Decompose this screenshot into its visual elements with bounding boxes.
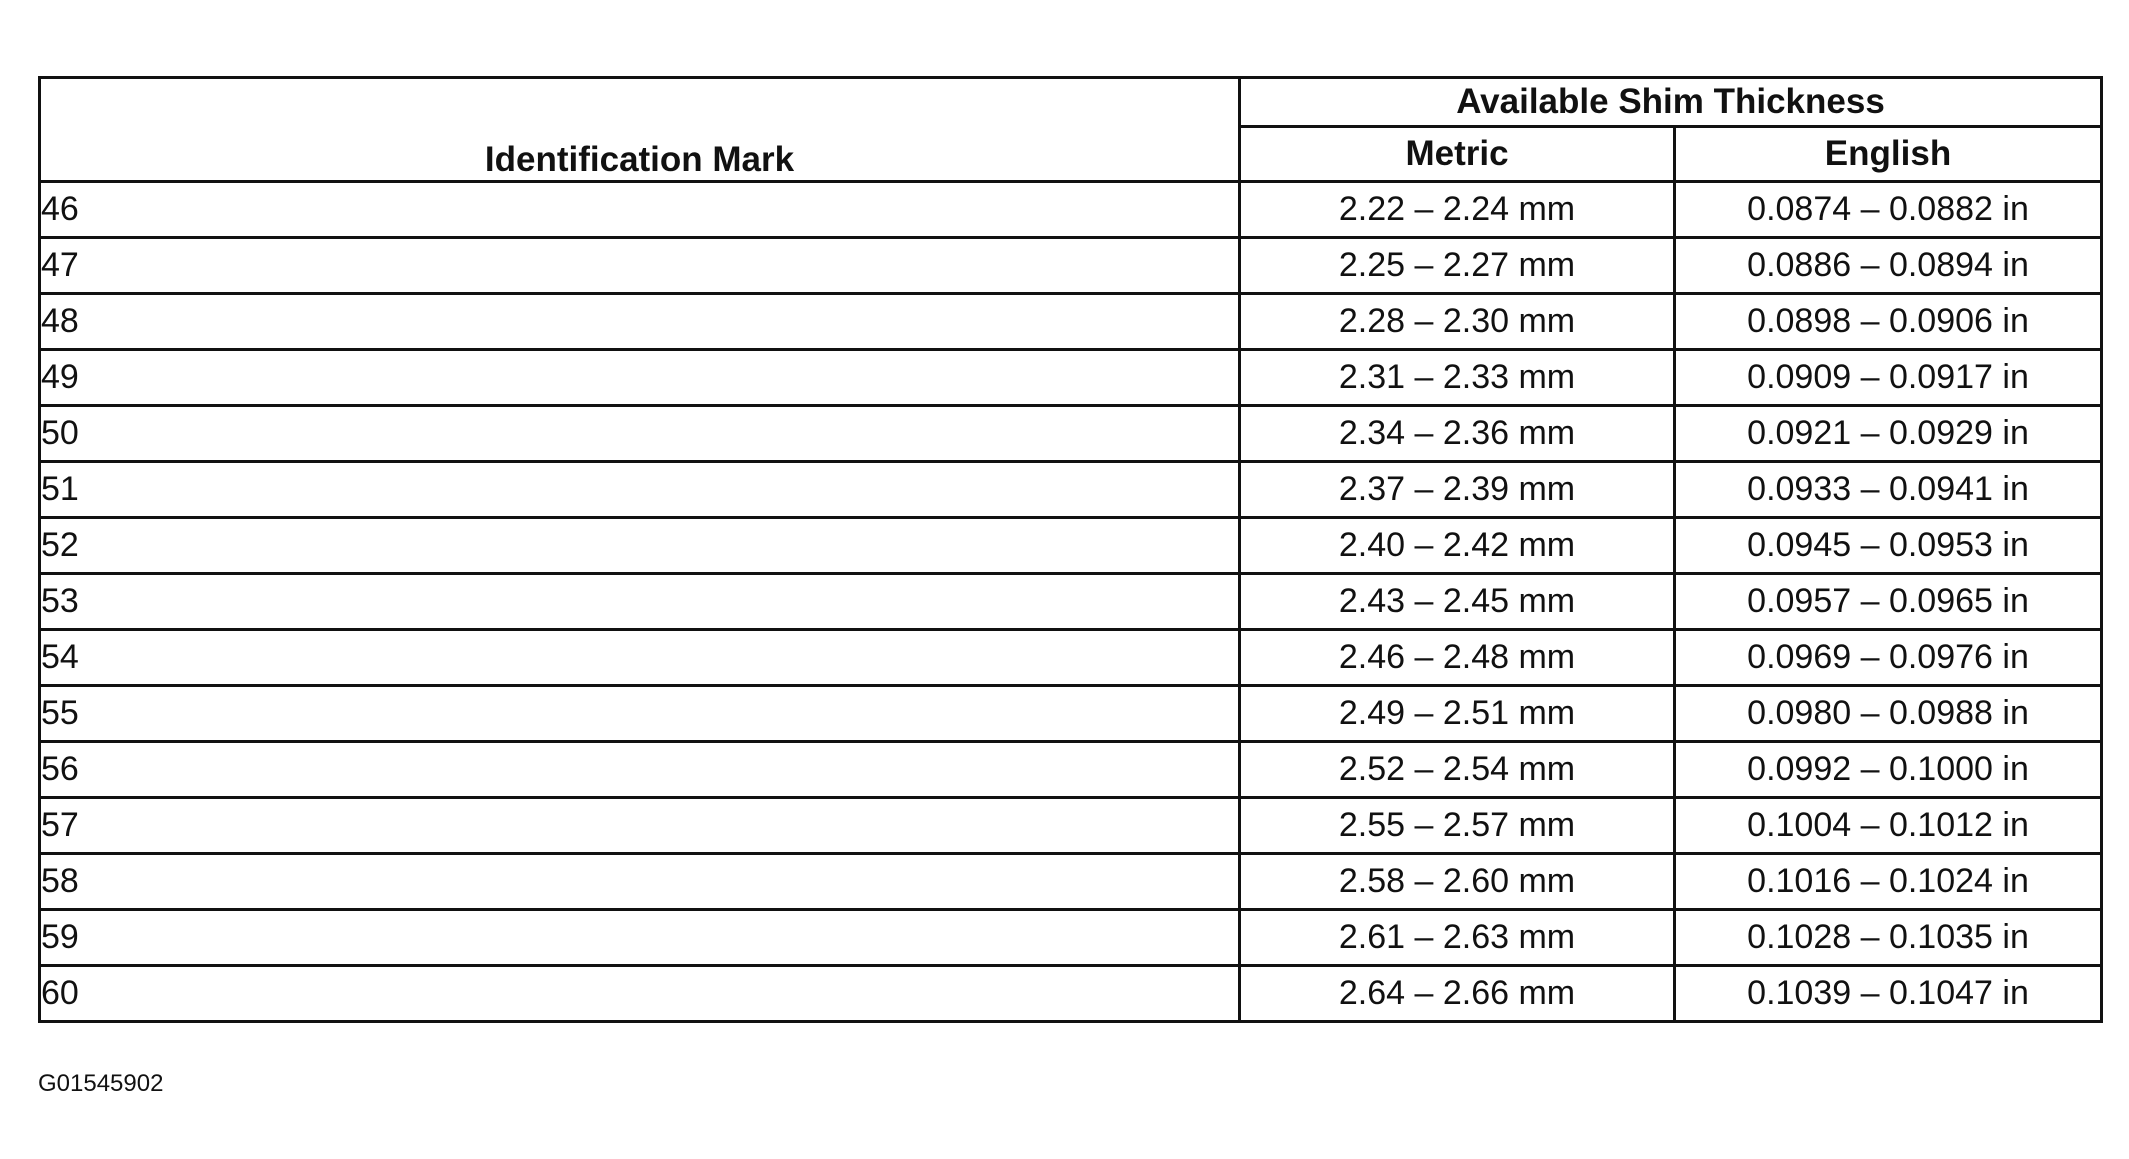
mark-cell: 49: [40, 350, 1240, 406]
mark-cell: 46: [40, 182, 1240, 238]
table-body: [40, 182, 2102, 1022]
mark-cell: 55: [40, 686, 1240, 742]
mark-cell: 58: [40, 854, 1240, 910]
mark-cell: 57: [40, 798, 1240, 854]
metric-cell: 2.28 – 2.30 mm: [1240, 294, 1675, 350]
mark-cell: 54: [40, 630, 1240, 686]
english-cell: 0.0933 – 0.0941 in: [1675, 462, 2102, 518]
table-row: [40, 406, 2102, 462]
metric-cell: 2.31 – 2.33 mm: [1240, 350, 1675, 406]
english-cell: 0.0957 – 0.0965 in: [1675, 574, 2102, 630]
metric-cell: 2.37 – 2.39 mm: [1240, 462, 1675, 518]
figure-id: G01545902: [38, 1070, 164, 1097]
metric-cell: 2.43 – 2.45 mm: [1240, 574, 1675, 630]
mark-cell: 52: [40, 518, 1240, 574]
english-cell: 0.1016 – 0.1024 in: [1675, 854, 2102, 910]
header-available-shim-thickness: Available Shim Thickness: [1240, 78, 2102, 127]
table-row: [40, 798, 2102, 854]
metric-cell: 2.46 – 2.48 mm: [1240, 630, 1675, 686]
english-cell: 0.0909 – 0.0917 in: [1675, 350, 2102, 406]
mark-cell: 48: [40, 294, 1240, 350]
english-cell: 0.0898 – 0.0906 in: [1675, 294, 2102, 350]
metric-cell: 2.34 – 2.36 mm: [1240, 406, 1675, 462]
table-row: [40, 294, 2102, 350]
table-row: [40, 350, 2102, 406]
table-row: [40, 518, 2102, 574]
table-row: [40, 910, 2102, 966]
header-metric: Metric: [1240, 127, 1675, 182]
table-row: [40, 686, 2102, 742]
english-cell: 0.0921 – 0.0929 in: [1675, 406, 2102, 462]
shim-thickness-table: [38, 76, 2103, 1023]
table-row: [40, 854, 2102, 910]
english-cell: 0.0980 – 0.0988 in: [1675, 686, 2102, 742]
mark-cell: 53: [40, 574, 1240, 630]
english-cell: 0.1004 – 0.1012 in: [1675, 798, 2102, 854]
table-row: [40, 462, 2102, 518]
mark-cell: 56: [40, 742, 1240, 798]
mark-cell: 59: [40, 910, 1240, 966]
english-cell: 0.1028 – 0.1035 in: [1675, 910, 2102, 966]
table-row: [40, 574, 2102, 630]
metric-cell: 2.49 – 2.51 mm: [1240, 686, 1675, 742]
metric-cell: 2.64 – 2.66 mm: [1240, 966, 1675, 1022]
english-cell: 0.0969 – 0.0976 in: [1675, 630, 2102, 686]
english-cell: 0.0874 – 0.0882 in: [1675, 182, 2102, 238]
table-row: [40, 182, 2102, 238]
header-row-group: [40, 78, 2102, 127]
english-cell: 0.0945 – 0.0953 in: [1675, 518, 2102, 574]
table-row: [40, 742, 2102, 798]
metric-cell: 2.25 – 2.27 mm: [1240, 238, 1675, 294]
metric-cell: 2.52 – 2.54 mm: [1240, 742, 1675, 798]
mark-cell: 47: [40, 238, 1240, 294]
mark-cell: 60: [40, 966, 1240, 1022]
metric-cell: 2.61 – 2.63 mm: [1240, 910, 1675, 966]
table-row: [40, 630, 2102, 686]
header-identification-mark: Identification Mark: [40, 78, 1240, 182]
english-cell: 0.1039 – 0.1047 in: [1675, 966, 2102, 1022]
mark-cell: 51: [40, 462, 1240, 518]
metric-cell: 2.58 – 2.60 mm: [1240, 854, 1675, 910]
header-english: English: [1675, 127, 2102, 182]
table-row: [40, 966, 2102, 1022]
english-cell: 0.0886 – 0.0894 in: [1675, 238, 2102, 294]
english-cell: 0.0992 – 0.1000 in: [1675, 742, 2102, 798]
metric-cell: 2.55 – 2.57 mm: [1240, 798, 1675, 854]
table-row: [40, 238, 2102, 294]
mark-cell: 50: [40, 406, 1240, 462]
metric-cell: 2.40 – 2.42 mm: [1240, 518, 1675, 574]
metric-cell: 2.22 – 2.24 mm: [1240, 182, 1675, 238]
